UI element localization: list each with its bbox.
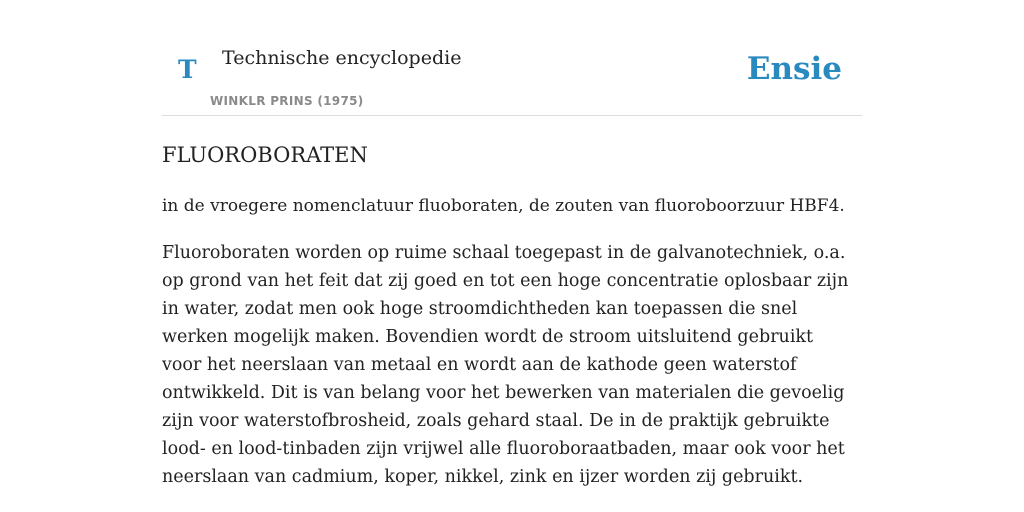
- encyclopedia-title-link[interactable]: Technische encyclopedie: [222, 47, 462, 69]
- article-intro: in de vroegere nomenclatuur fluoboraten, de zouten van fluoroboorzuur HBF4.: [162, 196, 845, 216]
- ensie-brand-logo[interactable]: Ensie: [746, 51, 842, 87]
- encyclopedia-logo-icon[interactable]: T: [178, 55, 197, 84]
- page: [162, 0, 862, 512]
- article-title: FLUOROBORATEN: [162, 143, 368, 167]
- article-body: Fluoroboraten worden op ruime schaal toegepast in de galvanotechniek, o.a. op grond van het feit dat zij goed en tot een hoge concentratie oplosbaar zijn in water, zodat men ook hoge stroomdichtheden kan toepassen die snel werken mogelijk maken. Bovendien wordt de stroom uitsluitend gebruikt voor het neerslaan van metaal en wordt aan de kathode geen waterstof ontwikkeld. Dit is van belang voor het bewerken van materialen die gevoelig zijn voor waterstofbrosheid, zoals gehard staal. De in de praktijk gebruikte lood- en lood-tinbaden zijn vrijwel alle fluoroboraatbaden, maar ook voor het neerslaan van cadmium, koper, nikkel, zink en ijzer worden zij gebruikt.: [162, 243, 849, 487]
- encyclopedia-subtitle: WINKLR PRINS (1975): [210, 94, 364, 108]
- header: [162, 0, 862, 116]
